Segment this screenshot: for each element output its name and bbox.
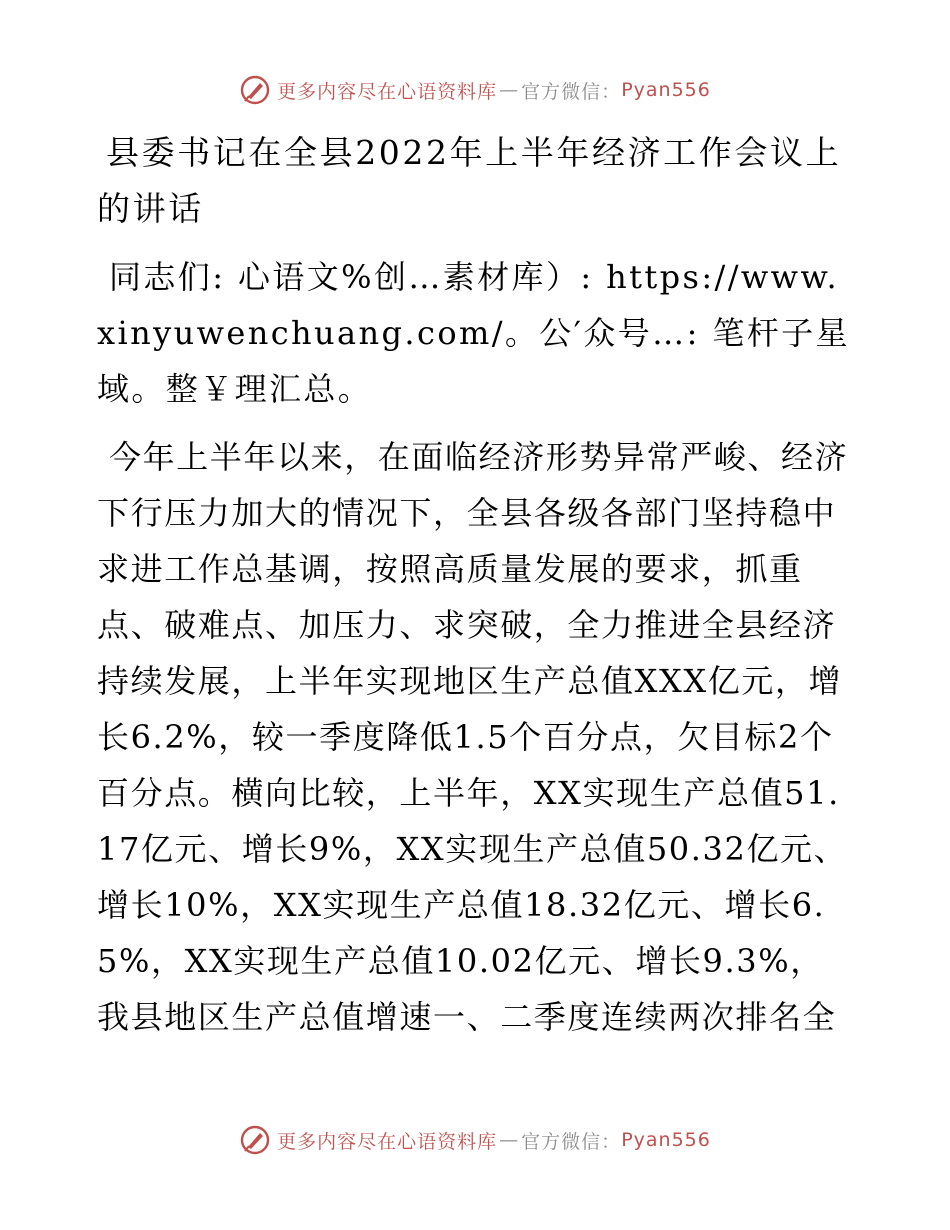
- banner-separator: —: [499, 1129, 520, 1151]
- quill-pen-icon: [239, 1124, 271, 1156]
- banner-official-text: 官方微信：: [521, 80, 622, 103]
- paragraph-main: 今年上半年以来，在面临经济形势异常严峻、经济下行压力加大的情况下，全县各级各部门坚持稳中求进工作总基调，按照高质量发展的要求，抓重点、破难点、加压力、求突破，全力推进全县经济持续发展，上半年实现地区生产总值XXX亿元，增长6.2%，较一季度降低1.5个百分点，欠目标2个百分点。横向比较，上半年，XX实现生产总值51.17亿元、增长9%，XX实现生产总值50.32亿元、增长10%，XX实现生产总值18.32亿元、增长6.5%，XX实现生产总值10.02亿元、增长9.3%，我县地区生产总值增速一、二季度连续两次排名全: [97, 438, 849, 1036]
- banner-wechat-id: Pyan556: [621, 1129, 711, 1151]
- paragraph-greeting: 同志们: 心语文%创…素材库）: https://www.xinyuwenchuang.com/。公′众号…: 笔杆子星域。整￥理汇总。: [97, 258, 850, 408]
- document-title: 县委书记在全县2022年上半年经济工作会议上的讲话: [97, 133, 842, 228]
- banner-official-text: 官方微信：: [521, 1130, 622, 1153]
- header-watermark-banner: [0, 70, 950, 110]
- banner-separator: —: [499, 79, 520, 101]
- quill-pen-icon: [239, 74, 271, 106]
- document-body: [97, 125, 857, 1045]
- banner-wechat-id: Pyan556: [621, 79, 711, 101]
- footer-watermark-banner: [0, 1120, 950, 1160]
- banner-main-text: 更多内容尽在心语资料库: [277, 80, 498, 103]
- banner-main-text: 更多内容尽在心语资料库: [277, 1130, 498, 1153]
